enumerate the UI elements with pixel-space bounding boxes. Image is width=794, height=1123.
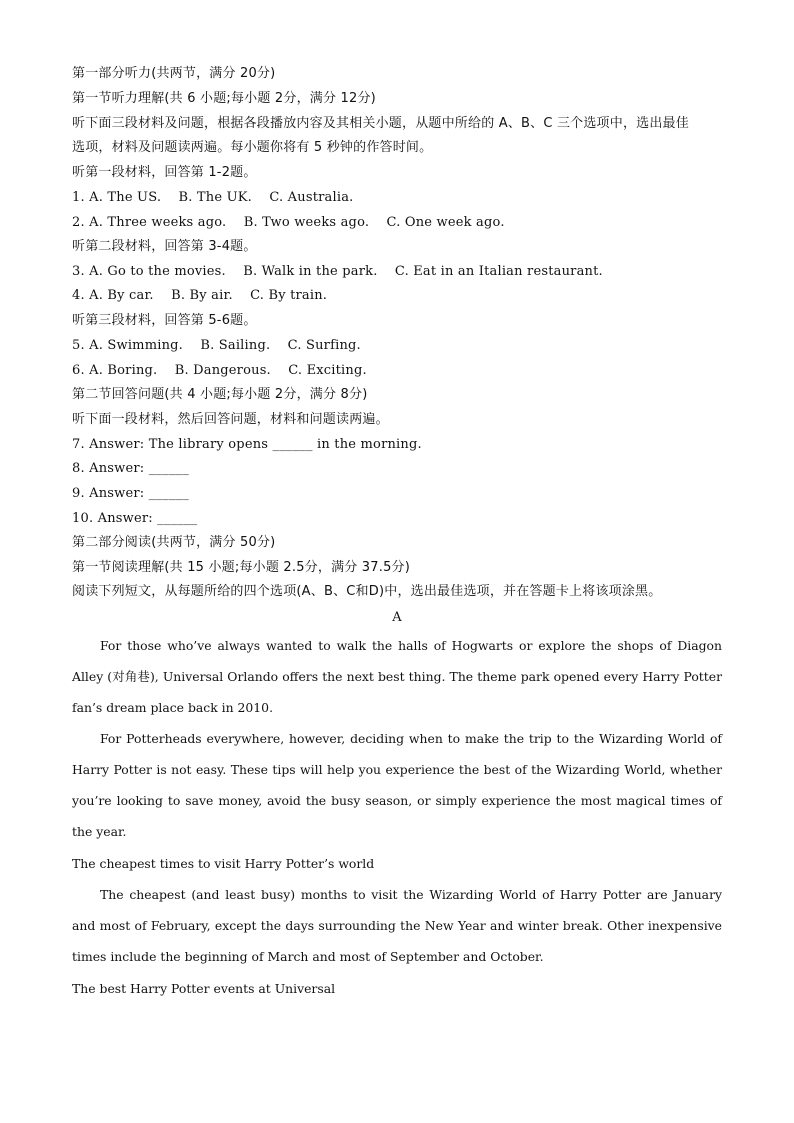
part1-section1-instructions-line1: 听下面三段材料及问题，根据各段播放内容及其相关小题，从题中所给的 A、B、C 三个选项中，选出最佳 [72,116,689,131]
part1-section2-title: 第二节回答问题(共 4 小题;每小题 2分，满分 8分) [72,387,368,402]
question-2: 2. A. Three weeks ago. B. Two weeks ago. C. One week ago. [72,215,505,230]
part1-title: 第一部分听力(共两节，满分 20分) [72,66,276,81]
part1-section2-instructions: 听下面一段材料，然后回答问题，材料和问题读两遍。 [72,412,389,427]
question-1: 1. A. The US. B. The UK. C. Australia. [72,190,354,205]
part2-section1-instructions: 阅读下列短文，从每题所给的四个选项(A、B、C和D)中，选出最佳选项，并在答题卡上将该项涂黑。 [72,584,662,599]
question-3: 3. A. Go to the movies. B. Walk in the park. C. Eat in an Italian restaurant. [72,264,603,279]
listening-group3-heading: 听第三段材料，回答第 5-6题。 [72,313,257,328]
passage-subheading-1: The cheapest times to visit Harry Potter’s world [72,856,375,871]
question-7: 7. Answer: The library opens ______ in the morning. [72,437,422,452]
question-6: 6. A. Boring. B. Dangerous. C. Exciting. [72,363,367,378]
part2-section1-title: 第一节阅读理解(共 15 小题;每小题 2.5分，满分 37.5分) [72,560,411,575]
question-8: 8. Answer: ______ [72,461,189,476]
question-4: 4. A. By car. B. By air. C. By train. [72,288,328,303]
question-5: 5. A. Swimming. B. Sailing. C. Surfing. [72,338,361,353]
part2-title: 第二部分阅读(共两节，满分 50分) [72,535,276,550]
passage-heading: A [392,610,402,625]
question-10: 10. Answer: ______ [72,511,198,526]
passage-subheading-2: The best Harry Potter events at Universal [72,981,336,996]
passage-paragraph-2: For Potterheads everywhere, however, deciding when to make the trip to the Wizarding World of Harry Potter is not easy. These tips will help you experience the best of the Wizarding World, whether you’re looking to save money, avoid the busy season, or simply experience the most magical times of the year. [72,731,722,839]
part1-section1-instructions-line2: 选项，材料及问题读两遍。每小题你将有 5 秒钟的作答时间。 [72,140,433,155]
question-9: 9. Answer: ______ [72,486,189,501]
passage-paragraph-1: For those who’ve always wanted to walk the halls of Hogwarts or explore the shops of Diagon Alley (对角巷), Universal Orlando offers the next best thing. The theme park opened every Harry Potter fan’s dream place back in 2010. [72,638,722,715]
part1-section1-title: 第一节听力理解(共 6 小题;每小题 2分，满分 12分) [72,91,376,106]
passage-paragraph-3: The cheapest (and least busy) months to visit the Wizarding World of Harry Potter are January and most of February, except the days surrounding the New Year and winter break. Other inexpensive times include the beginning of March and most of September and October. [72,887,722,964]
listening-group2-heading: 听第二段材料，回答第 3-4题。 [72,239,257,254]
listening-group1-heading: 听第一段材料，回答第 1-2题。 [72,165,257,180]
